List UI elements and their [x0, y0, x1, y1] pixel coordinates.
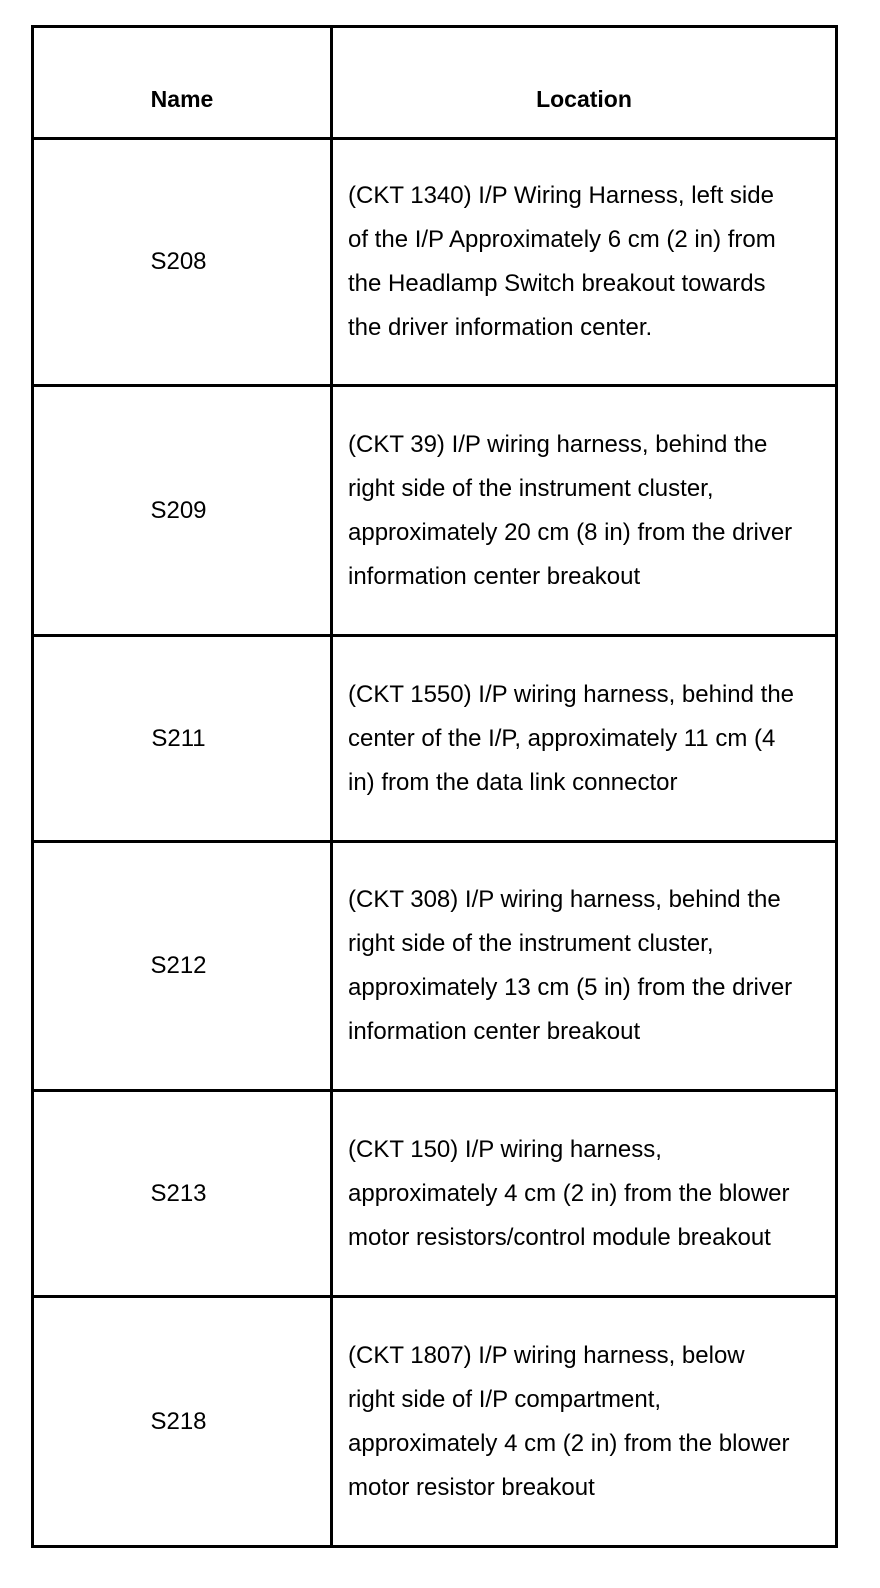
splice-location-table — [31, 25, 838, 1548]
table-row — [33, 1091, 837, 1297]
table-row — [33, 139, 837, 386]
splice-name-cell: S213 — [33, 1091, 332, 1297]
header-row — [33, 27, 837, 139]
table-header — [33, 27, 837, 139]
splice-location-cell: (CKT 1340) I/P Wiring Harness, left side of the I/P Approximately 6 cm (2 in) from the Headlamp Switch breakout towards the driver information center. — [332, 139, 837, 386]
table-row — [33, 1297, 837, 1547]
table-row — [33, 842, 837, 1091]
splice-name-cell: S212 — [33, 842, 332, 1091]
splice-location-cell: (CKT 1807) I/P wiring harness, below right side of I/P compartment, approximately 4 cm (2 in) from the blower motor resistor breakout — [332, 1297, 837, 1547]
splice-name-cell: S218 — [33, 1297, 332, 1547]
column-header-name: Name — [33, 27, 332, 139]
splice-location-cell: (CKT 39) I/P wiring harness, behind the right side of the instrument cluster, approximately 20 cm (8 in) from the driver information center breakout — [332, 386, 837, 636]
table-row — [33, 386, 837, 636]
splice-location-cell: (CKT 1550) I/P wiring harness, behind the center of the I/P, approximately 11 cm (4 in) from the data link connector — [332, 636, 837, 842]
splice-location-cell: (CKT 150) I/P wiring harness, approximately 4 cm (2 in) from the blower motor resistors/control module breakout — [332, 1091, 837, 1297]
table-row — [33, 636, 837, 842]
column-header-location: Location — [332, 27, 837, 139]
splice-name-cell: S208 — [33, 139, 332, 386]
splice-location-cell: (CKT 308) I/P wiring harness, behind the right side of the instrument cluster, approximately 13 cm (5 in) from the driver information center breakout — [332, 842, 837, 1091]
splice-name-cell: S211 — [33, 636, 332, 842]
table-body — [33, 139, 837, 1547]
splice-name-cell: S209 — [33, 386, 332, 636]
